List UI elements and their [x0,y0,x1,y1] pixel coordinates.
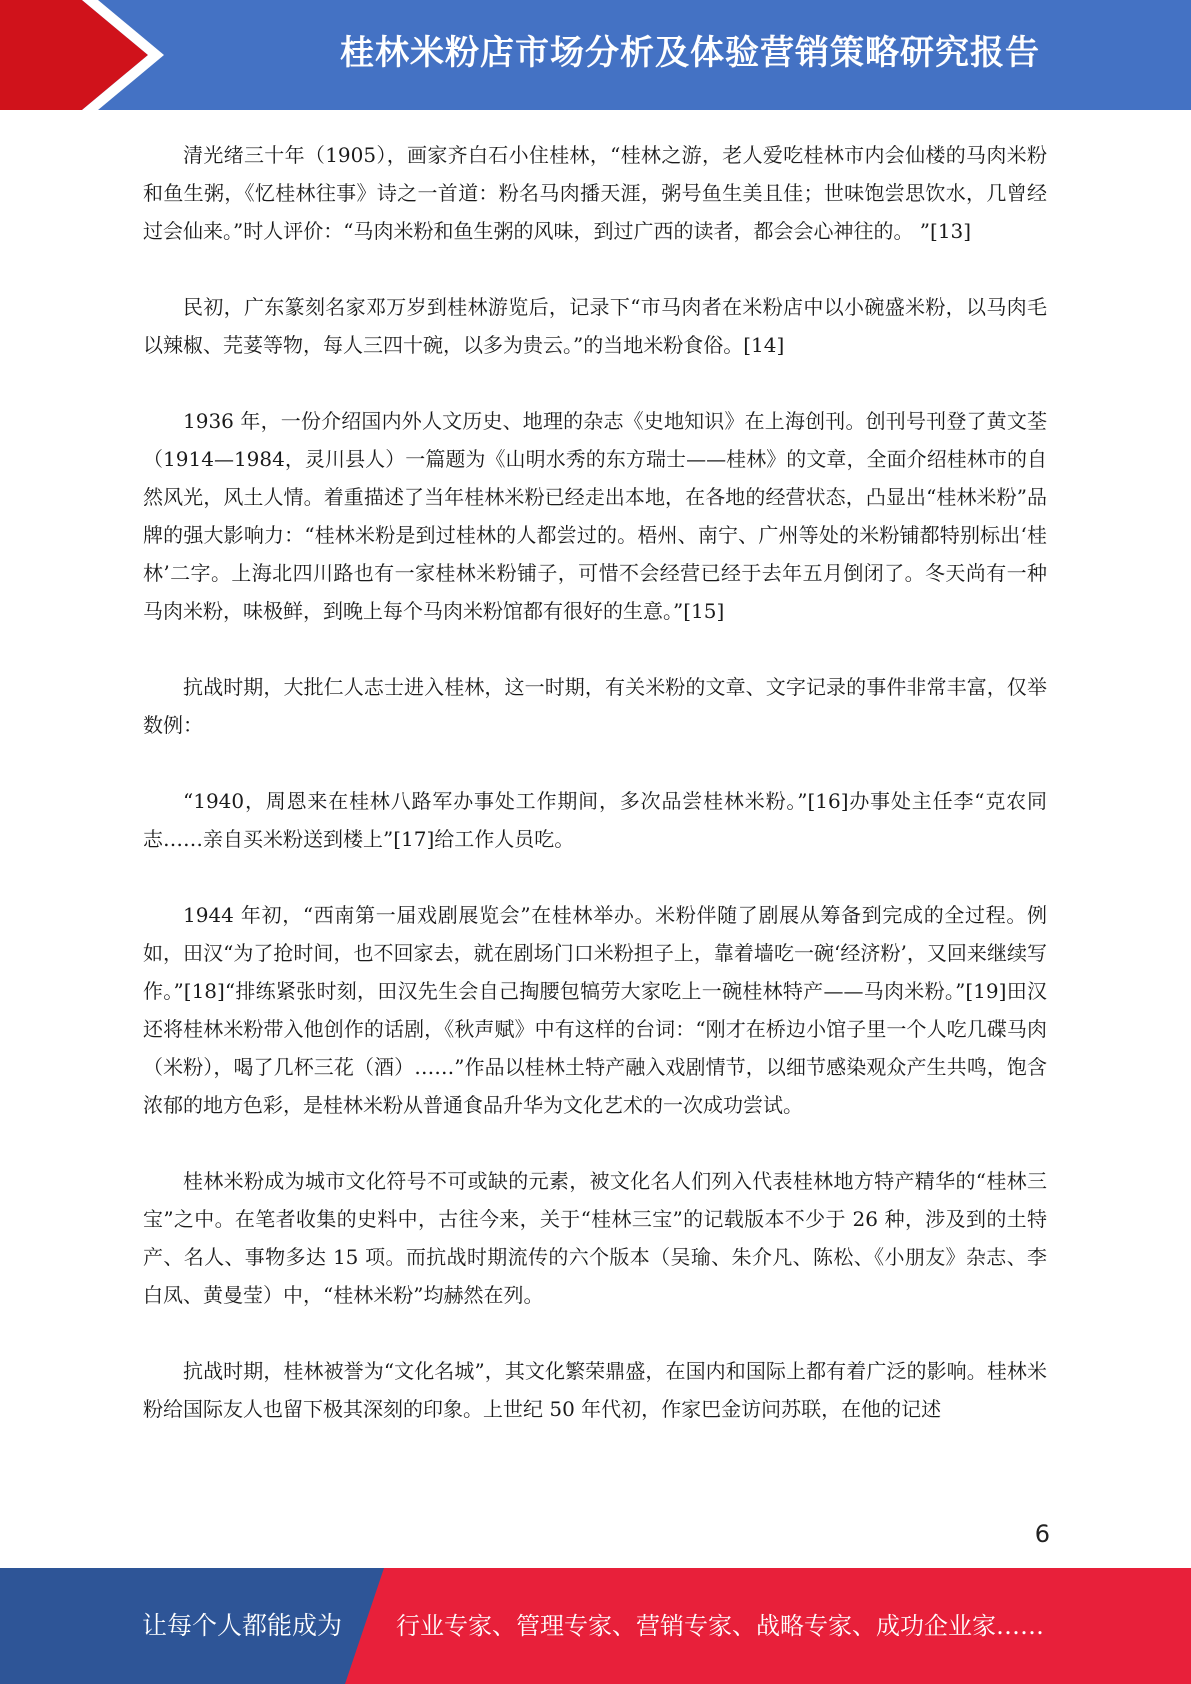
footer-slogan-left: 让每个人都能成为 [142,1611,343,1640]
page-number: 6 [1034,1520,1050,1548]
paragraph: 1944 年初，“西南第一届戏剧展览会”在桂林举办。米粉伴随了剧展从筹备到完成的全过程。例如，田汉“为了抢时间，也不回家去，就在剧场门口米粉担子上，靠着墙吃一碗‘经济粉’，又回来继续写作。”[18]“排练紧张时刻，田汉先生会自己掏腰包犒劳大家吃上一碗桂林特产——马肉米粉。”[19]田汉还将桂林米粉带入他创作的话剧，《秋声赋》中有这样的台词：“刚才在桥边小馆子里一个人吃几碟马肉（米粉），喝了几杯三花（酒）……”作品以桂林土特产融入戏剧情节，以细节感染观众产生共鸣，饱含浓郁的地方色彩，是桂林米粉从普通食品升华为文化艺术的一次成功尝试。 [143,903,1047,1117]
paragraph: 抗战时期，大批仁人志士进入桂林，这一时期，有关米粉的文章、文字记录的事件非常丰富，仅举数例： [143,675,1047,737]
report-title: 桂林米粉店市场分析及体验营销策略研究报告 [340,33,1040,73]
footer-slogan-right: 行业专家、管理专家、营销专家、战略专家、成功企业家…… [396,1612,1044,1640]
paragraph: 抗战时期，桂林被誉为“文化名城”，其文化繁荣鼎盛，在国内和国际上都有着广泛的影响。桂林米粉给国际友人也留下极其深刻的印象。上世纪 50 年代初，作家巴金访问苏联，在他的记述 [143,1359,1047,1421]
paragraph: 清光绪三十年（1905），画家齐白石小住桂林，“桂林之游，老人爱吃桂林市内会仙楼的马肉米粉和鱼生粥，《忆桂林往事》诗之一首道：粉名马肉播天涯，粥号鱼生美且佳；世味饱尝思饮水，几曾经过会仙来。”时人评价：“马肉米粉和鱼生粥的风味，到过广西的读者，都会会心神往的。 ”[13] [143,143,1047,243]
paragraph: “1940，周恩来在桂林八路军办事处工作期间，多次品尝桂林米粉。”[16]办事处主任李“克农同志……亲自买米粉送到楼上”[17]给工作人员吃。 [143,789,1047,851]
paragraph: 1936 年，一份介绍国内外人文历史、地理的杂志《史地知识》在上海创刊。创刊号刊登了黄文荃（1914—1984，灵川县人）一篇题为《山明水秀的东方瑞士——桂林》的文章，全面介绍桂林市的自然风光，风土人情。着重描述了当年桂林米粉已经走出本地，在各地的经营状态，凸显出“桂林米粉”品牌的强大影响力：“桂林米粉是到过桂林的人都尝过的。梧州、南宁、广州等处的米粉铺都特别标出‘桂林’二字。上海北四川路也有一家桂林米粉铺子，可惜不会经营已经于去年五月倒闭了。冬天尚有一种马肉米粉，味极鲜，到晚上每个马肉米粉馆都有很好的生意。”[15] [143,409,1047,623]
body-text [143,136,1047,1466]
header-banner [0,0,1191,110]
paragraph: 桂林米粉成为城市文化符号不可或缺的元素，被文化名人们列入代表桂林地方特产精华的“桂林三宝”之中。在笔者收集的史料中，古往今来，关于“桂林三宝”的记载版本不少于 26 种，涉及到的土特产、名人、事物多达 15 项。而抗战时期流传的六个版本（吴瑜、朱介凡、陈松、《小朋友》杂志、李白凤、黄曼莹）中，“桂林米粉”均赫然在列。 [143,1169,1047,1307]
paragraph: 民初，广东篆刻名家邓万岁到桂林游览后，记录下“市马肉者在米粉店中以小碗盛米粉，以马肉毛以辣椒、芫荽等物，每人三四十碗，以多为贵云。”的当地米粉食俗。[14] [143,295,1047,357]
footer-banner [0,1568,1191,1684]
